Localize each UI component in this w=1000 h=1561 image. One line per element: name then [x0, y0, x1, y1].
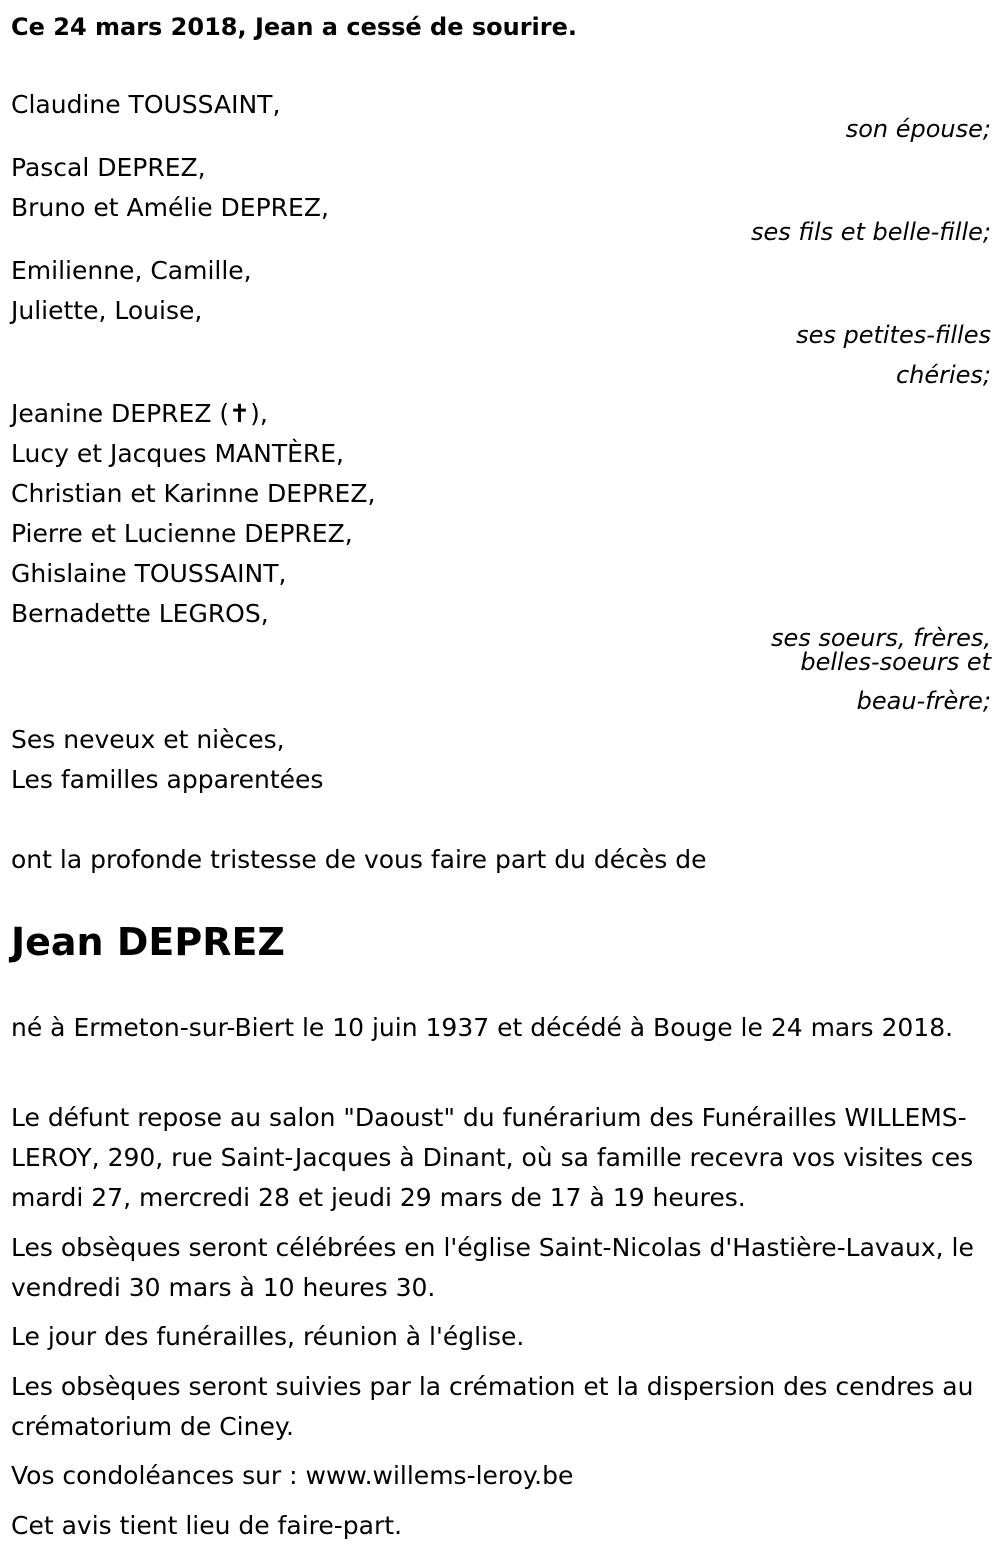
meeting-paragraph: Le jour des funérailles, réunion à l'église. [11, 1322, 525, 1351]
relatives-line: Ses neveux et nièces, [11, 725, 285, 754]
sibling-name: Christian et Karinne DEPREZ, [11, 479, 376, 508]
funeral-paragraph: Les obsèques seront célébrées en l'église Saint-Nicolas d'Hastière-Lavaux, le vendredi 30 mars à 10 heures 30. [11, 1233, 974, 1302]
granddaughter-names: Emilienne, Camille, [11, 256, 252, 285]
granddaughters-role: chéries; [895, 361, 991, 389]
spouse-role: son épouse; [845, 115, 991, 143]
sibling-name: Lucy et Jacques MANTÈRE, [11, 439, 345, 468]
visitation-paragraph: Le défunt repose au salon "Daoust" du funérarium des Funérailles WILLEMS-LEROY, 290, rue Saint-Jacques à Dinant, où sa famille recevra vos visites ces mardi 27, mercredi 28 et jeudi 29 mars de 17 à 19 heures. [11, 1103, 974, 1212]
cremation-paragraph: Les obsèques seront suivies par la crémation et la dispersion des cendres au crématorium de Ciney. [11, 1372, 974, 1441]
son-name: Bruno et Amélie DEPREZ, [11, 193, 329, 222]
announcement: ont la profonde tristesse de vous faire part du décès de [11, 845, 707, 874]
deceased-name: Jean DEPREZ [11, 920, 285, 964]
spouse-name: Claudine TOUSSAINT, [11, 90, 281, 119]
notice-paragraph: Cet avis tient lieu de faire-part. [11, 1511, 403, 1540]
sibling-name: Bernadette LEGROS, [11, 599, 269, 628]
birth-death-paragraph: né à Ermeton-sur-Biert le 10 juin 1937 et décédé à Bouge le 24 mars 2018. [11, 1013, 954, 1042]
granddaughters-role: ses petites-filles [796, 321, 991, 349]
sibling-name: Ghislaine TOUSSAINT, [11, 559, 287, 588]
son-name: Pascal DEPREZ, [11, 153, 206, 182]
relatives-line: Les familles apparentées [11, 765, 324, 794]
siblings-role: beau-frère; [856, 687, 991, 715]
headline: Ce 24 mars 2018, Jean a cessé de sourire. [11, 13, 578, 41]
sibling-name: Pierre et Lucienne DEPREZ, [11, 519, 353, 548]
sons-role: ses fils et belle-fille; [751, 218, 991, 246]
siblings-role: ses soeurs, frères, [770, 624, 991, 652]
sibling-name: Jeanine DEPREZ (✝), [11, 399, 268, 428]
condolences-paragraph: Vos condoléances sur : www.willems-leroy.be [11, 1461, 574, 1490]
siblings-role: belles-soeurs et [800, 648, 991, 676]
granddaughter-names: Juliette, Louise, [11, 296, 203, 325]
